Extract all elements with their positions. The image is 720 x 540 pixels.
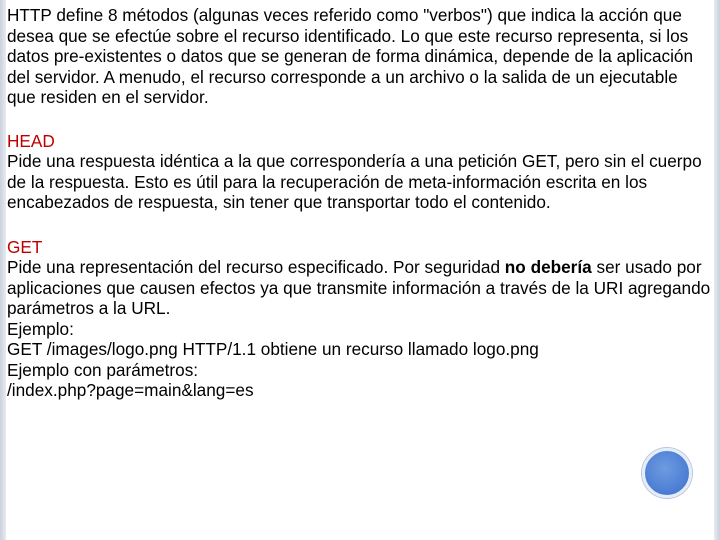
head-method-title: HEAD	[7, 130, 55, 151]
slide-left-border	[0, 0, 6, 540]
get-example-label: Ejemplo:	[7, 318, 74, 339]
get-example-params: /index.php?page=main&lang=es	[7, 380, 254, 400]
get-method-title: GET	[7, 236, 43, 257]
slide-content	[7, 5, 711, 401]
decorative-circle	[642, 448, 692, 498]
head-method-description: Pide una respuesta idéntica a la que correspondería a una petición GET, pero sin el cuerpo de la respuesta. Esto es útil para la recuperación de meta-información escrita en los encabezados de respuesta, sin tener que transportar todo el contenido.	[7, 151, 702, 212]
get-text-bold: no debería	[504, 257, 592, 277]
get-text-before: Pide una representación del recurso especificado. Por seguridad	[7, 257, 505, 277]
get-example: GET /images/logo.png HTTP/1.1 obtiene un recurso llamado logo.png	[7, 339, 539, 359]
get-method-description	[7, 257, 711, 319]
intro-paragraph: HTTP define 8 métodos (algunas veces referido como "verbos") que indica la acción que desea que se efectúe sobre el recurso identificado. Lo que este recurso representa, si los datos pre-existentes o datos que se generan de forma dinámica, depende de la aplicación del servidor. A menudo, el recurso corresponde a un archivo o la salida de un ejecutable que residen en el servidor.	[7, 5, 694, 107]
slide-right-border	[714, 0, 720, 540]
get-example-params-label: Ejemplo con parámetros:	[7, 359, 199, 380]
get-text-after: ser usado por aplicaciones que causen efectos ya que transmite información a través de la URI agregando parámetros a la URL.	[7, 257, 711, 318]
